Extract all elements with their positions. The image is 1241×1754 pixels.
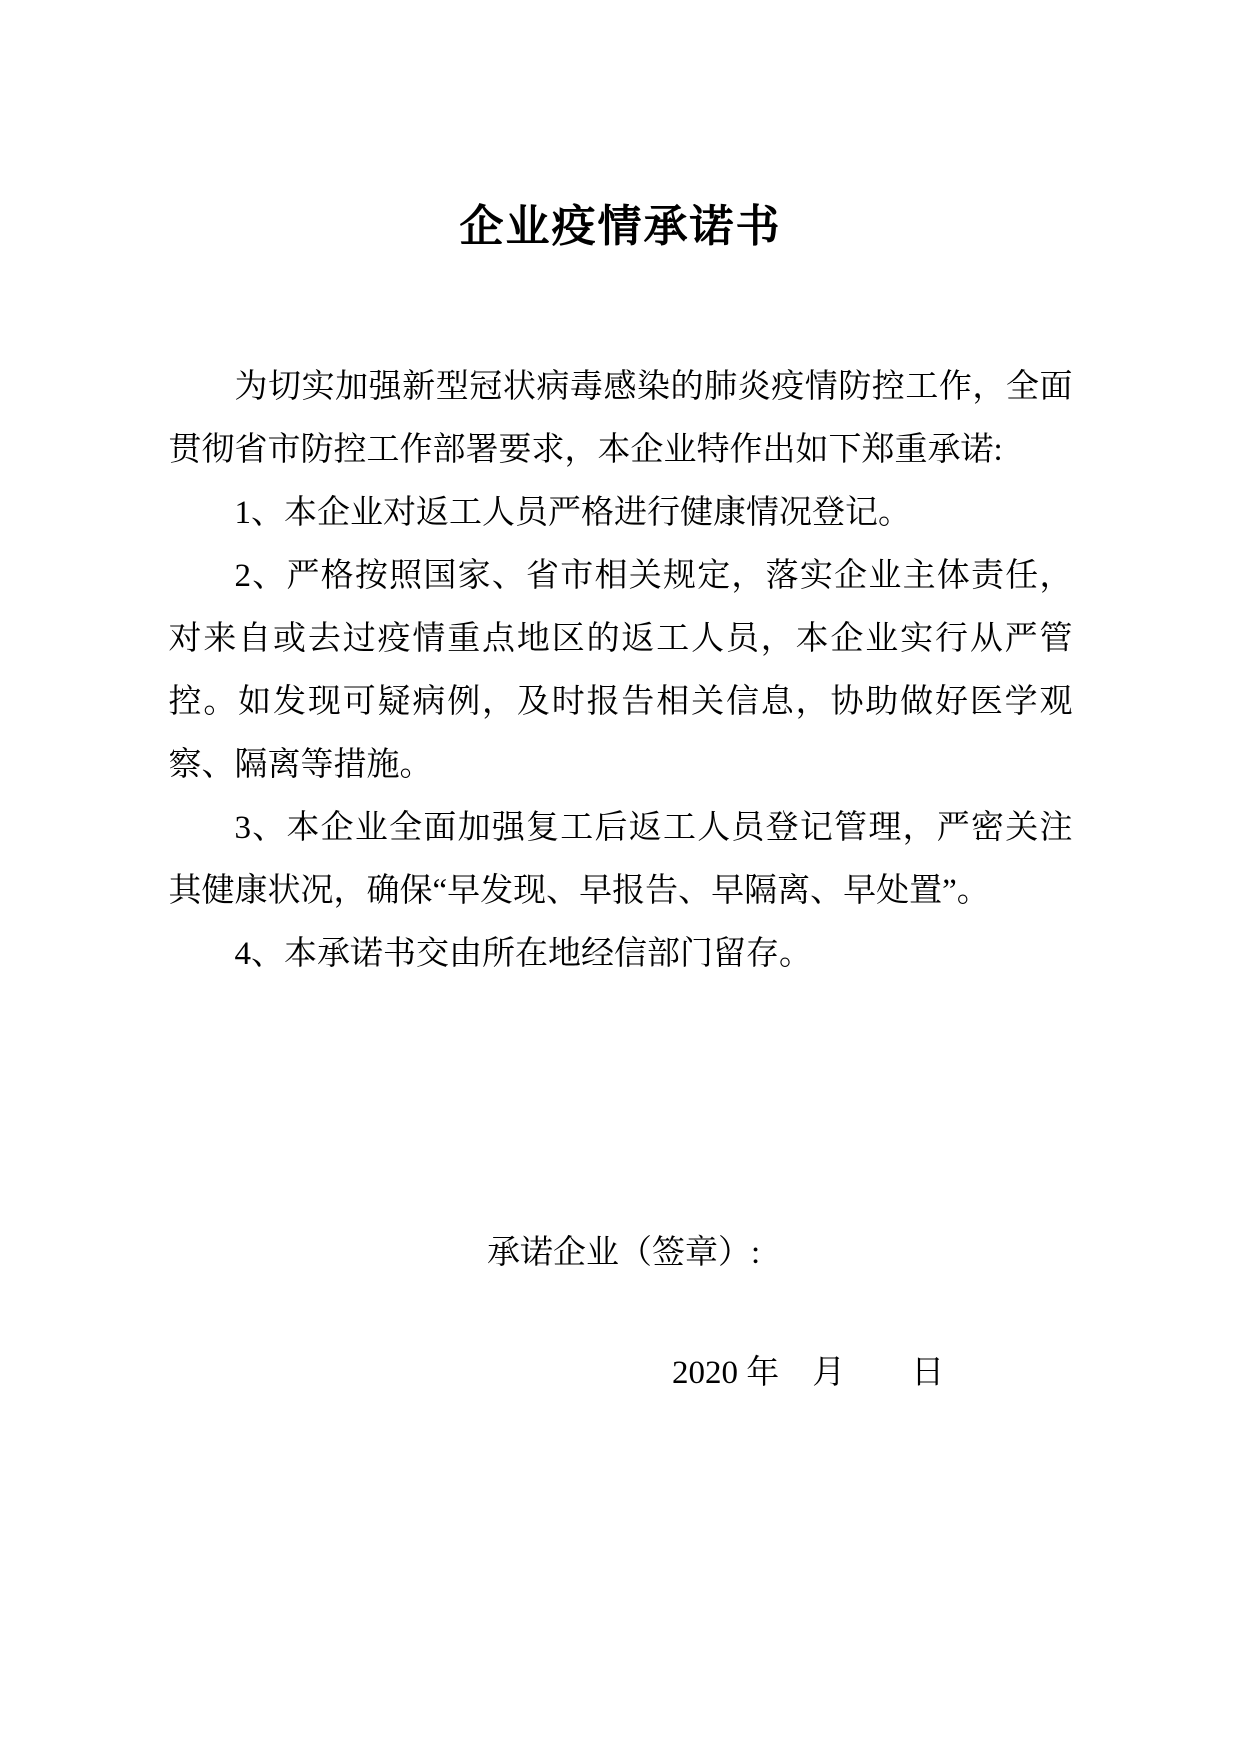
paragraph-item-4: 4、本承诺书交由所在地经信部门留存。 — [234, 936, 812, 972]
paragraph-item-1: 1、本企业对返工人员严格进行健康情况登记。 — [234, 495, 911, 531]
paragraph-item-3: 3、本企业全面加强复工后返工人员登记管理，严密关注其健康状况，确保“早发现、早报告、早隔离、早处置”。 — [168, 810, 1073, 909]
paragraph-item-2: 2、严格按照国家、省市相关规定，落实企业主体责任，对来自或去过疫情重点地区的返工人员，本企业实行从严管控。如发现可疑病例，及时报告相关信息，协助做好医学观察、隔离等措施。 — [168, 558, 1073, 783]
signature-label: 承诺企业（签章）: — [487, 1235, 761, 1271]
paragraph-intro: 为切实加强新型冠状病毒感染的肺炎疫情防控工作，全面贯彻省市防控工作部署要求，本企业特作出如下郑重承诺: — [168, 369, 1073, 468]
document-body — [169, 356, 1073, 986]
date-line: 2020 年 月 日 — [672, 1355, 945, 1391]
page-title: 企业疫情承诺书 — [459, 202, 782, 251]
